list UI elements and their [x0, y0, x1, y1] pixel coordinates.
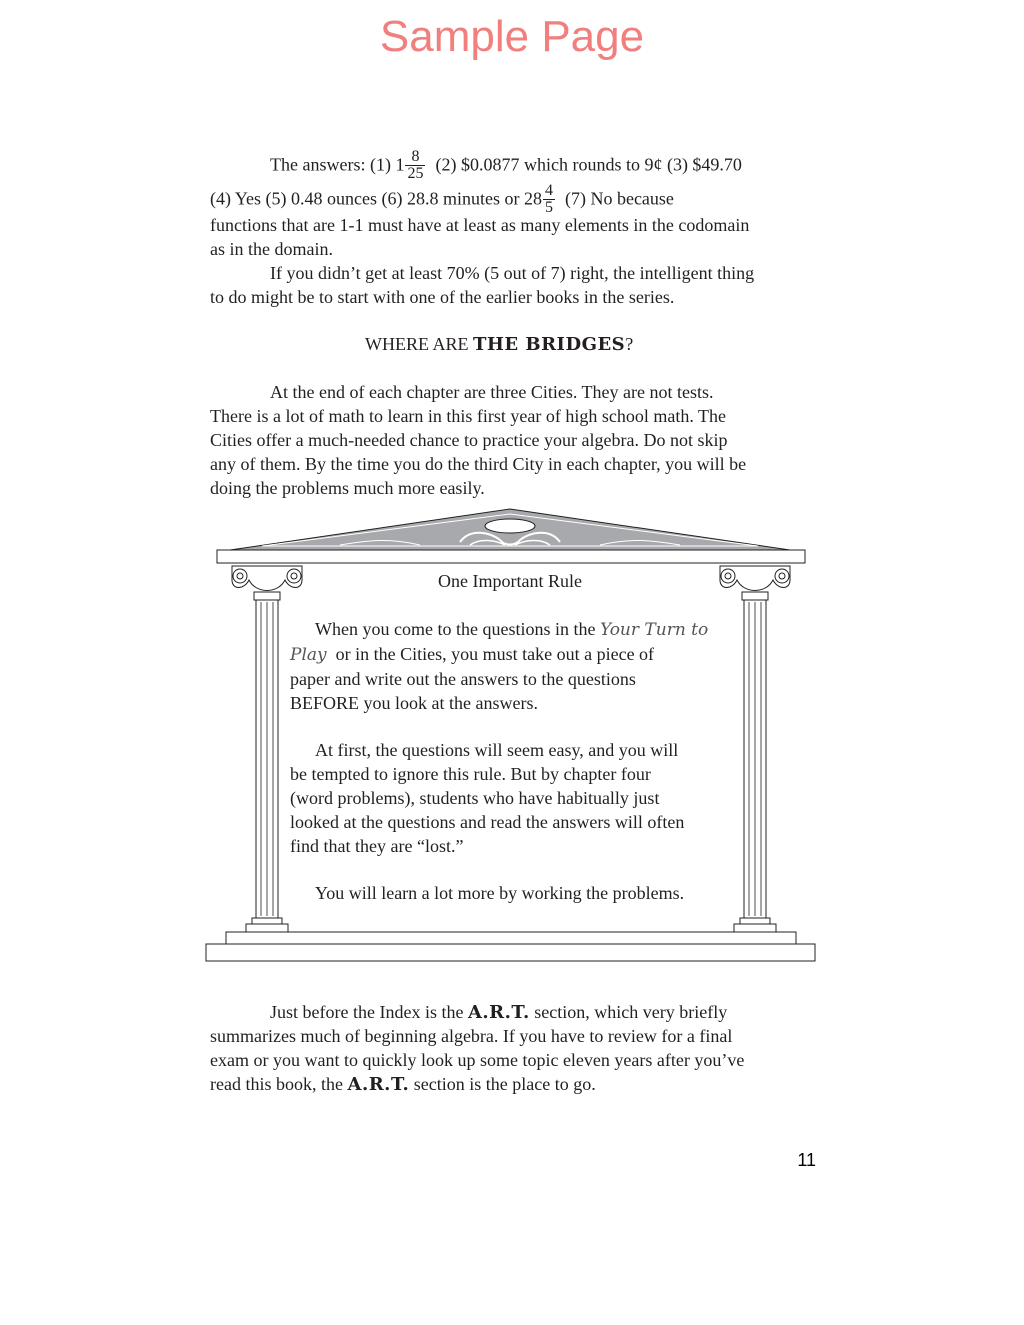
art-line-1	[270, 1000, 727, 1025]
rule-title: One Important Rule	[438, 571, 582, 591]
fraction-numerator: 4	[544, 182, 553, 199]
answers-part-2: (2) $0.0877 which rounds to 9¢ (3) $49.70	[435, 154, 742, 175]
cities-line-2: There is a lot of math to learn in this first year of high school math. The	[210, 406, 727, 426]
art-text: read this book, the	[210, 1074, 348, 1094]
your-turn-to-play-script: Your Turn to	[599, 620, 709, 640]
rule-p3: You will learn a lot more by working the problems.	[315, 883, 685, 903]
fraction-numerator: 8	[405, 149, 425, 166]
rule-p2-line-5: find that they are “lost.”	[290, 836, 464, 856]
art-label: A.R.T.	[347, 1074, 410, 1095]
answers-line-2b: (7) No because	[564, 188, 674, 209]
rule-p2-line-1: At first, the questions will seem easy, and you will	[315, 740, 679, 760]
art-text: Just before the Index is the	[270, 1002, 468, 1022]
art-line-4	[210, 1072, 596, 1097]
cities-line-5: doing the problems much more easily.	[210, 478, 485, 498]
answers-intro: The answers: (1) 1	[270, 154, 405, 175]
temple-entablature	[217, 550, 805, 563]
pediment-oval-ornament	[485, 519, 535, 533]
cities-line-3: Cities offer a much-needed chance to practice your algebra. Do not skip	[210, 430, 728, 450]
heading-suffix: ?	[625, 334, 634, 354]
fraction-denominator: 5	[544, 199, 553, 216]
left-column	[232, 566, 302, 932]
right-column	[720, 566, 790, 932]
rule-p2-line-3: (word problems), students who have habitually just	[290, 788, 660, 808]
advice-line-1: If you didn’t get at least 70% (5 out of 7) right, the intelligent thing	[270, 263, 755, 283]
art-label: A.R.T.	[467, 1002, 530, 1023]
temple-upper-step	[226, 932, 796, 944]
sample-page-watermark: Sample Page	[379, 12, 645, 61]
heading-bold: THE BRIDGES	[473, 334, 626, 355]
answers-line-3: functions that are 1-1 must have at least as many elements in the codomain	[210, 215, 750, 235]
heading-prefix: WHERE ARE	[365, 334, 473, 354]
answers-line-4: as in the domain.	[210, 239, 333, 259]
rule-p1-line-1	[315, 617, 708, 642]
fraction-denominator: 25	[407, 165, 424, 182]
cities-line-4: any of them. By the time you do the third City in each chapter, you will be	[210, 454, 747, 474]
page-number: 11	[797, 1150, 816, 1170]
temple-lower-step	[206, 944, 815, 961]
rule-p1-text: or in the Cities, you must take out a piece of	[335, 644, 655, 664]
rule-p1-text: When you come to the questions in the	[315, 619, 596, 639]
art-line-2: summarizes much of beginning algebra. If you have to review for a final	[210, 1026, 733, 1046]
rule-p2-line-4: looked at the questions and read the answers will often	[290, 812, 685, 832]
rule-p1-line-2	[290, 642, 654, 667]
answers-line-2a: (4) Yes (5) 0.48 ounces (6) 28.8 minutes or 28	[210, 188, 542, 209]
art-text: section is the place to go.	[409, 1074, 596, 1094]
cities-line-1: At the end of each chapter are three Cities. They are not tests.	[270, 382, 714, 402]
art-line-3: exam or you want to quickly look up some topic eleven years after you’ve	[210, 1050, 745, 1070]
rule-p2-line-2: be tempted to ignore this rule. But by chapter four	[290, 764, 651, 784]
advice-line-2: to do might be to start with one of the earlier books in the series.	[210, 287, 675, 307]
rule-p1-line-4: BEFORE you look at the answers.	[290, 693, 538, 713]
play-script: Play	[290, 645, 327, 665]
rule-p1-line-3: paper and write out the answers to the questions	[290, 669, 636, 689]
art-text: section, which very briefly	[529, 1002, 728, 1022]
